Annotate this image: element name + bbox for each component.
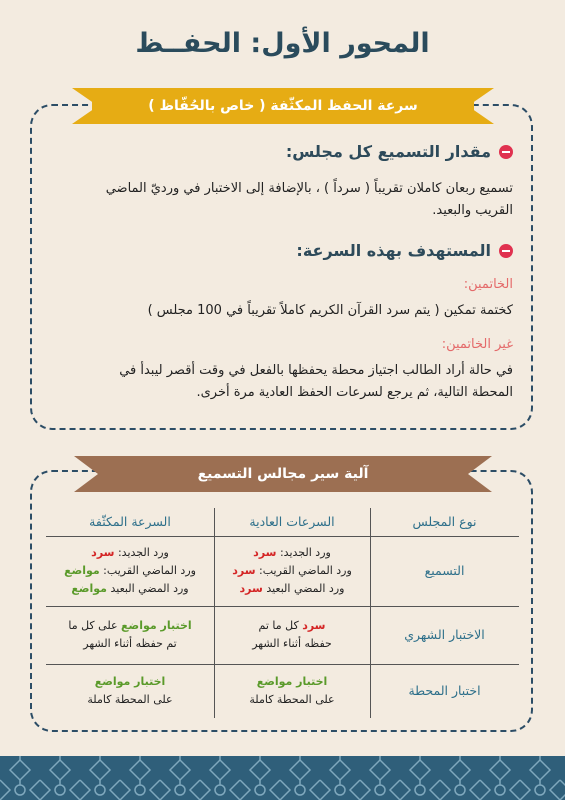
heading-text: المستهدف بهذه السرعة:	[296, 241, 491, 260]
cell-line	[259, 617, 326, 635]
paragraph-line: تسميع ربعان كاملان تقريباً ( سرداً ) ، بالإضافة إلى الاختبار في ورديّ الماضي	[105, 181, 513, 196]
highlight-text: مواضع	[71, 582, 107, 595]
section1-banner	[72, 86, 494, 126]
cell-line	[91, 544, 169, 562]
heading-text: مقدار التسميع كل مجلس:	[285, 142, 491, 161]
table-header-normal-speeds: السرعات العادية	[249, 514, 335, 529]
heading-target	[50, 241, 513, 260]
paragraph-line: المحطة التالية، ثم يرجع لسرعات الحفظ العادية مرة أخرى.	[196, 385, 513, 400]
paragraph-recitation	[50, 178, 513, 222]
table-header-intense-speed: السرعة المكثّفة	[89, 514, 171, 529]
non-finishers-text	[50, 360, 513, 404]
subheading-finishers: الخاتمين:	[463, 277, 513, 292]
cell-line	[253, 544, 331, 562]
section1-banner-text: سرعة الحفظ المكثّفة ( خاص بالحُفّاظ )	[148, 98, 418, 114]
highlight-text: سرد	[239, 582, 263, 595]
highlight-text: سرد	[91, 546, 115, 559]
cell-text: ورد الجديد:	[114, 546, 169, 559]
table-row-station-test-name: اختبار المحطة	[408, 683, 481, 698]
subheading-non-finishers: غير الخاتمين:	[441, 337, 513, 352]
paragraph-line: في حالة أراد الطالب اجتياز محطة يحفظها بالفعل في وقت أقصر ليبدأ في	[119, 363, 513, 378]
page-title: المحور الأول: الحفــظ	[135, 28, 430, 59]
cell-text: كل ما تم	[258, 619, 303, 632]
cell-text: ورد الجديد:	[276, 546, 331, 559]
section2-banner	[74, 454, 492, 494]
table-row-monthly-test-name: الاختبار الشهري	[404, 627, 485, 642]
table-header-session-type: نوع المجلس	[412, 514, 477, 529]
cell-text: ورد المضي البعيد	[262, 582, 345, 595]
cell-text: ورد المضي البعيد	[107, 582, 189, 595]
highlight-text: مواضع	[121, 619, 157, 632]
cell-line	[232, 562, 352, 580]
finishers-text: كختمة تمكين ( يتم سرد القرآن الكريم كاملاً تقريباً في 100 مجلس )	[147, 303, 513, 318]
highlight-text: اختبار	[156, 619, 192, 632]
highlight-text: مواضع	[64, 564, 100, 577]
decorative-pattern-footer	[0, 756, 565, 800]
cell-line: على المحطة كاملة	[87, 693, 173, 706]
cell-line: تم حفظه أثناء الشهر	[83, 637, 177, 650]
cell-line: اختبار مواضع	[256, 675, 328, 688]
table-cell-monthly-intense	[46, 606, 214, 664]
cell-line	[240, 580, 345, 598]
highlight-text: سرد	[232, 564, 256, 577]
table-cell-station-intense	[46, 664, 214, 718]
cell-text: على كل ما	[68, 619, 122, 632]
minus-circle-icon	[499, 244, 513, 258]
cell-line: على المحطة كاملة	[249, 693, 335, 706]
sessions-table	[46, 508, 519, 718]
highlight-text: سرد	[253, 546, 277, 559]
table-cell-recitation-intense	[46, 536, 214, 606]
cell-line: اختبار مواضع	[94, 675, 166, 688]
minus-circle-icon	[499, 145, 513, 159]
table-cell-recitation-normal	[214, 536, 370, 606]
heading-recitation-amount	[50, 142, 513, 161]
cell-text: ورد الماضي القريب:	[99, 564, 196, 577]
table-cell-monthly-normal	[214, 606, 370, 664]
cell-line: حفظه أثناء الشهر	[252, 637, 332, 650]
cell-line	[64, 562, 196, 580]
table-row-recitation-name: التسميع	[424, 563, 465, 578]
cell-line	[68, 617, 191, 635]
paragraph-line: القريب والبعيد.	[432, 203, 513, 218]
cell-line	[71, 580, 188, 598]
cell-text: ورد الماضي القريب:	[255, 564, 352, 577]
highlight-text: سرد	[302, 619, 326, 632]
section2-banner-text: آلية سير مجالس التسميع	[197, 466, 369, 482]
table-cell-station-normal	[214, 664, 370, 718]
